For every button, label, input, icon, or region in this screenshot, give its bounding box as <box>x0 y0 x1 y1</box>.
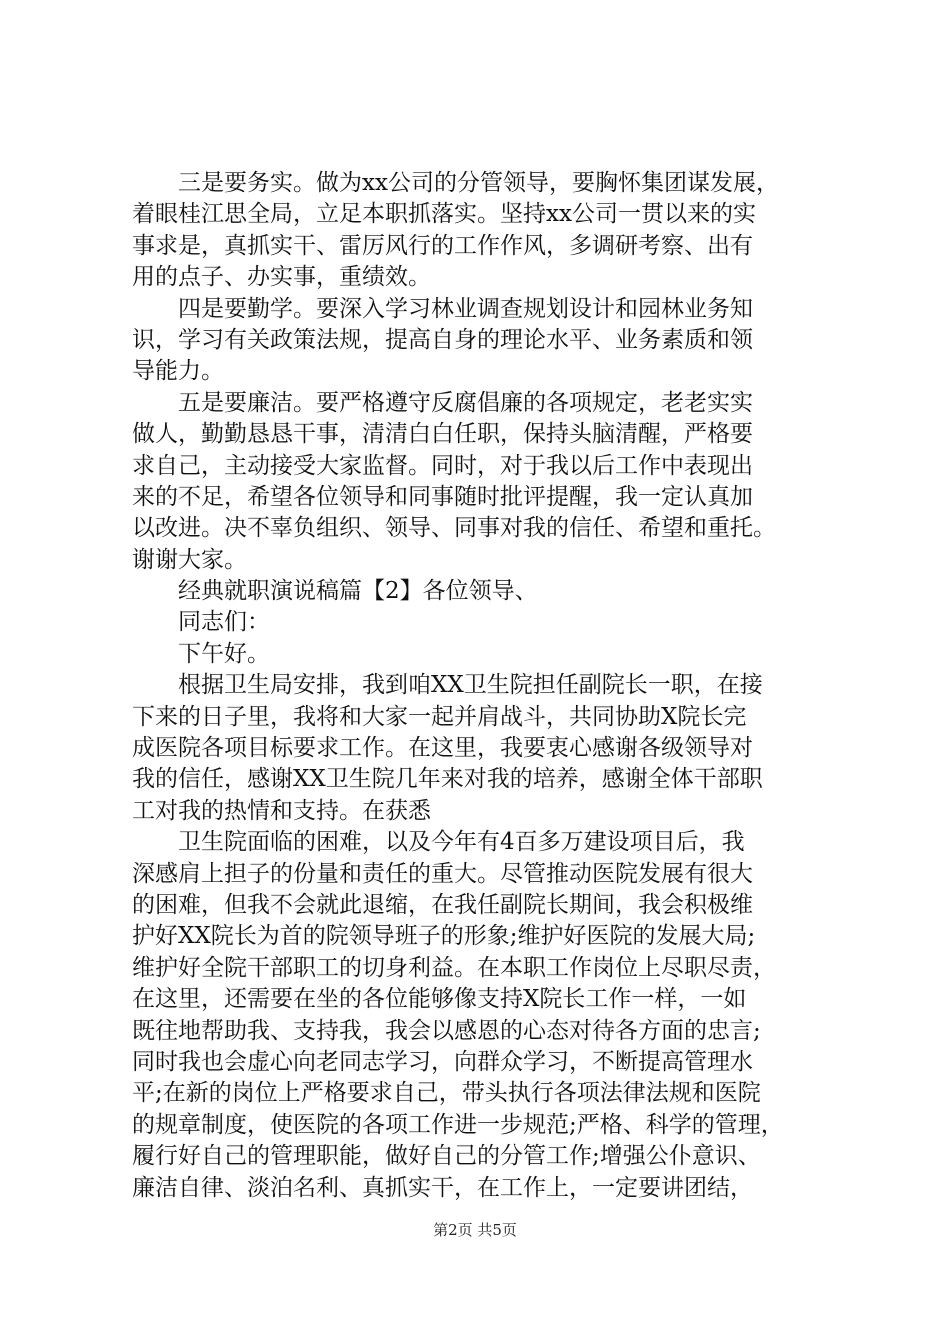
text-line: 成医院各项目标要求工作。在这里，我要衷心感谢各级领导对 <box>132 735 753 762</box>
text-line: 在这里，还需要在坐的各位能够像支持X院长工作一样，一如 <box>132 986 747 1013</box>
text-line: 用的点子、办实事，重绩效。 <box>132 264 431 291</box>
text-line: 的困难，但我不会就此退缩，在我任副院长期间，我会积极维 <box>132 891 753 918</box>
text-line: 下午好。 <box>178 640 270 667</box>
text-line: 以改进。决不辜负组织、领导、同事对我的信任、希望和重托。 <box>132 515 776 542</box>
text-line: 同时我也会虚心向老同志学习，向群众学习，不断提高管理水 <box>132 1048 753 1075</box>
text-line: 的规章制度，使医院的各项工作进一步规范;严格、科学的管理， <box>132 1111 784 1138</box>
text-line: 识，学习有关政策法规，提高自身的理论水平、业务素质和领 <box>132 326 753 353</box>
text-line: 谢谢大家。 <box>132 546 247 573</box>
text-line: 履行好自己的管理职能，做好自己的分管工作;增强公仆意识、 <box>132 1143 761 1170</box>
text-line: 三是要务实。做为xx公司的分管领导，要胸怀集团谋发展， <box>178 170 779 196</box>
text-line: 卫生院面临的困难，以及今年有4百多万建设项目后，我 <box>178 829 745 856</box>
text-line: 根据卫生局安排，我到咱XX卫生院担任副院长一职，在接 <box>178 672 763 699</box>
text-line: 事求是，真抓实干、雷厉风行的工作作风，多调研考察、出有 <box>132 232 753 259</box>
text-line: 五是要廉洁。要严格遵守反腐倡廉的各项规定，老老实实 <box>178 389 753 416</box>
text-line: 导能力。 <box>132 358 224 385</box>
text-line: 着眼桂江思全局，立足本职抓落实。坚持xx公司一贯以来的实 <box>132 201 756 228</box>
text-line: 四是要勤学。要深入学习林业调查规划设计和园林业务知 <box>178 295 753 322</box>
text-line: 同志们： <box>178 609 270 636</box>
document-body <box>132 168 832 1204</box>
text-line: 我的信任，感谢XX卫生院几年来对我的培养，感谢全体干部职 <box>132 766 763 793</box>
text-line: 深感肩上担子的份量和责任的重大。尽管推动医院发展有很大 <box>132 860 753 887</box>
text-line: 经典就职演说稿篇【2】各位领导、 <box>178 578 538 605</box>
text-line: 维护好全院干部职工的切身利益。在本职工作岗位上尽职尽责， <box>132 954 776 981</box>
text-line: 来的不足，希望各位领导和同事随时批评提醒，我一定认真加 <box>132 483 753 510</box>
text-line: 求自己，主动接受大家监督。同时，对于我以后工作中表现出 <box>132 452 753 479</box>
text-line: 下来的日子里，我将和大家一起并肩战斗，共同协助X院长完 <box>132 703 747 730</box>
text-line: 廉洁自律、淡泊名利、真抓实干，在工作上，一定要讲团结， <box>132 1174 753 1201</box>
text-line: 护好XX院长为首的院领导班子的形象;维护好医院的发展大局; <box>132 923 756 950</box>
text-line: 平;在新的岗位上严格要求自己，带头执行各项法律法规和医院 <box>132 1080 761 1107</box>
text-line: 工对我的热情和支持。在获悉 <box>132 797 431 824</box>
text-line: 做人，勤勤恳恳干事，清清白白任职，保持头脑清醒，严格要 <box>132 421 753 448</box>
page-footer: 第2页 共5页 <box>433 1221 517 1239</box>
text-line: 既往地帮助我、支持我，我会以感恩的心态对待各方面的忠言; <box>132 1017 761 1044</box>
